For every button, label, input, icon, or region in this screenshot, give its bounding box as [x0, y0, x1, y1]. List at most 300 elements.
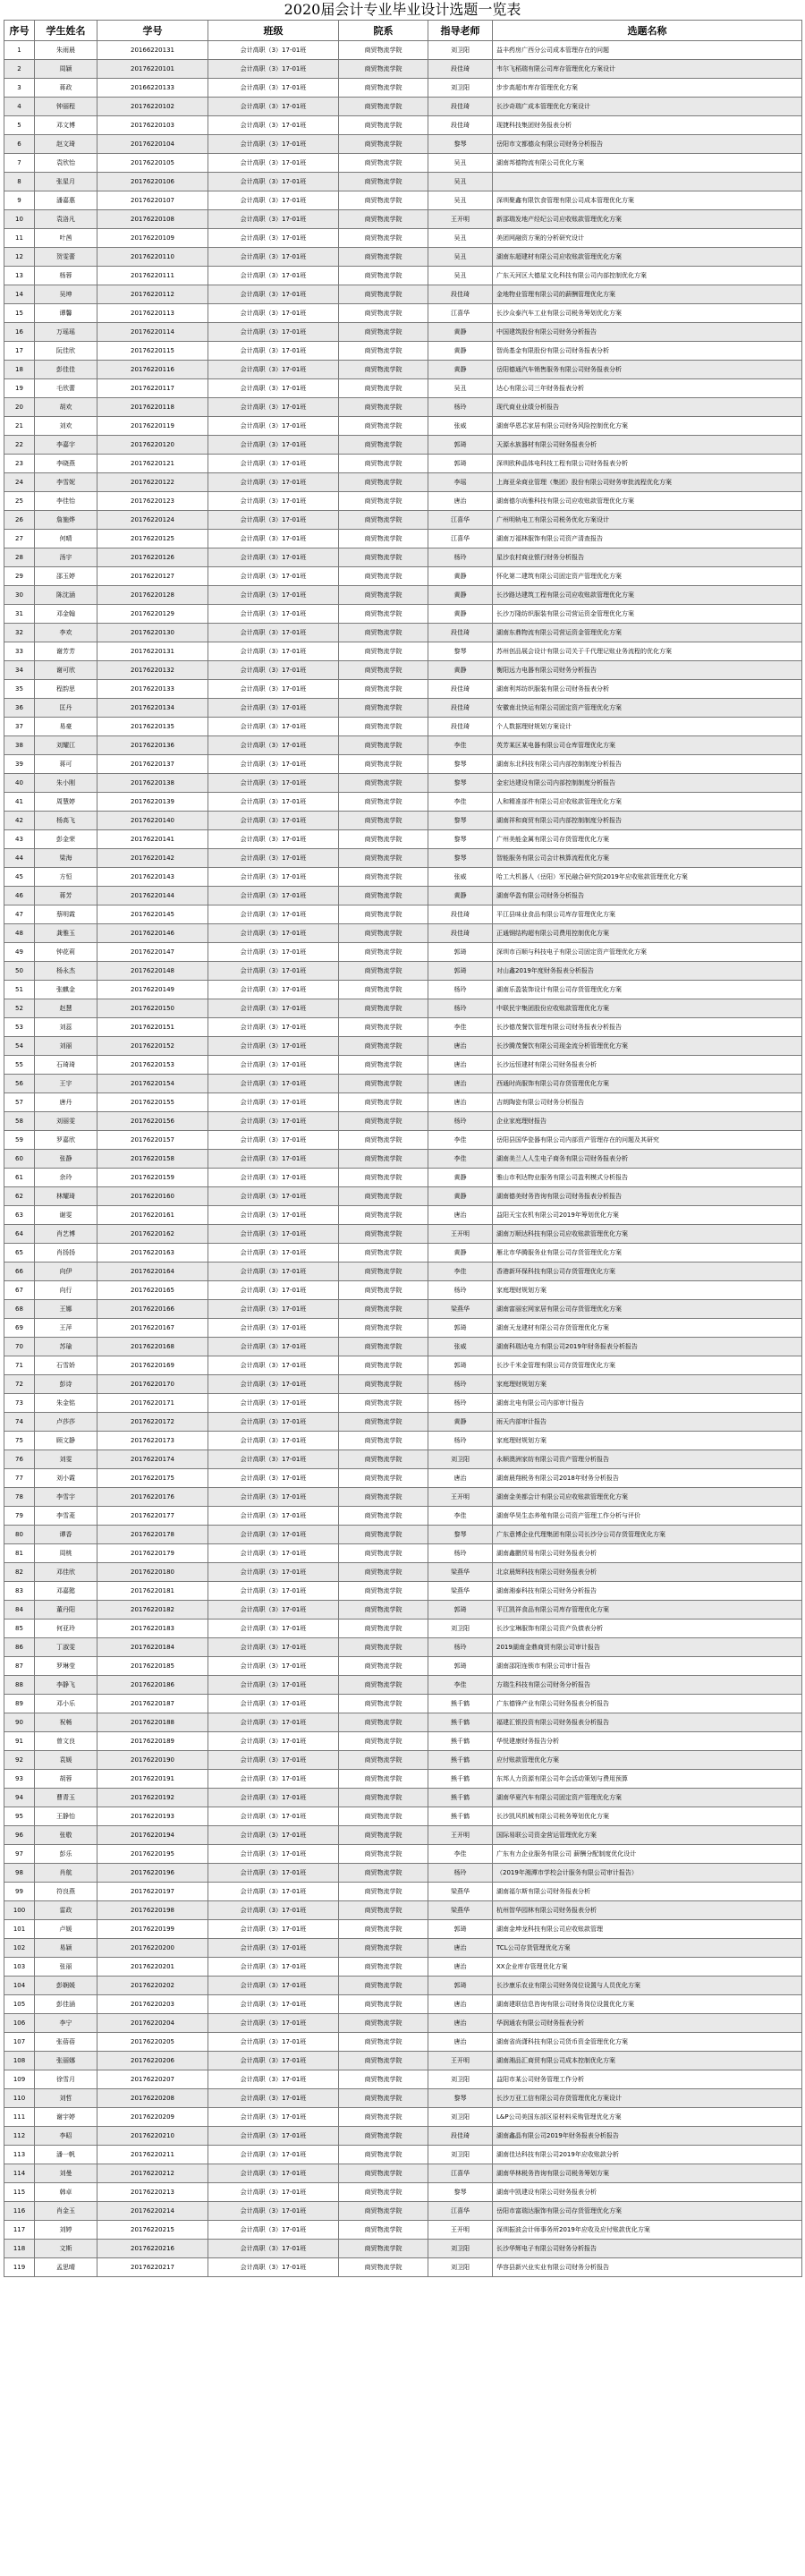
cell-index: 23	[4, 455, 35, 473]
cell-department: 商贸物流学院	[339, 1995, 428, 2014]
cell-student-name: 李嘉宇	[35, 436, 97, 455]
cell-student-id: 20166220131	[97, 41, 208, 60]
cell-student-id: 20176220187	[97, 1695, 208, 1713]
cell-department: 商贸物流学院	[339, 1244, 428, 1262]
cell-index: 6	[4, 135, 35, 154]
cell-topic: 韦尔飞稻瑞有限公司库存管理优化方案设计	[493, 60, 802, 79]
cell-topic: 湖南湘品汇商贸有限公司成本控制优化方案	[493, 2052, 802, 2070]
cell-advisor: 黄静	[428, 1187, 493, 1206]
table-row	[4, 1883, 802, 1901]
cell-student-id: 20176220157	[97, 1131, 208, 1150]
cell-department: 商贸物流学院	[339, 1751, 428, 1770]
cell-student-name: 董丹阳	[35, 1601, 97, 1620]
cell-student-name: 张丽娜	[35, 2052, 97, 2070]
table-row	[4, 79, 802, 98]
cell-class: 会计高职（3）17-01班	[208, 1262, 339, 1281]
cell-student-name: 彭乐	[35, 1845, 97, 1864]
cell-topic: 长沙宝琳服饰有限公司资产负债表分析	[493, 1620, 802, 1638]
cell-topic: 湖南美兰人人生电子商务有限公司财务报表分析	[493, 1150, 802, 1169]
cell-student-name: 丁淑雯	[35, 1638, 97, 1657]
cell-advisor: 段佳琦	[428, 624, 493, 642]
cell-class: 会计高职（3）17-01班	[208, 1338, 339, 1356]
cell-department: 商贸物流学院	[339, 887, 428, 905]
cell-student-name: 苏瑜	[35, 1338, 97, 1356]
cell-student-id: 20176220213	[97, 2183, 208, 2202]
cell-class: 会计高职（3）17-01班	[208, 436, 339, 455]
cell-class: 会计高职（3）17-01班	[208, 1432, 339, 1450]
cell-department: 商贸物流学院	[339, 1713, 428, 1732]
cell-topic: 苏州创品展会设计有限公司关于千代理记账业务流程的优化方案	[493, 642, 802, 661]
cell-advisor: 段佳琦	[428, 98, 493, 116]
cell-student-name: 汤宇	[35, 548, 97, 567]
cell-advisor: 郭琦	[428, 1601, 493, 1620]
cell-advisor: 王开明	[428, 2221, 493, 2240]
cell-index: 104	[4, 1977, 35, 1995]
cell-topic: 长沙众泰汽车工业有限公司税务筹划优化方案	[493, 304, 802, 323]
table-row	[4, 1394, 802, 1413]
cell-class: 会计高职（3）17-01班	[208, 1807, 339, 1826]
cell-student-name: 蒋可	[35, 755, 97, 774]
cell-student-id: 20176220129	[97, 605, 208, 624]
cell-student-name: 李雪菱	[35, 1507, 97, 1526]
cell-index: 108	[4, 2052, 35, 2070]
cell-index: 75	[4, 1432, 35, 1450]
cell-advisor: 杨玲	[428, 1544, 493, 1563]
cell-advisor: 熊千鹤	[428, 1695, 493, 1713]
cell-index: 32	[4, 624, 35, 642]
cell-student-id: 20176220104	[97, 135, 208, 154]
cell-index: 83	[4, 1582, 35, 1601]
cell-topic: 长沙华辉电子有限公司财务分析报告	[493, 2240, 802, 2258]
cell-topic: 永顺澳洲家纺有限公司资产管理分析报告	[493, 1450, 802, 1469]
cell-student-id: 20176220116	[97, 361, 208, 379]
cell-index: 18	[4, 361, 35, 379]
table-row	[4, 1187, 802, 1206]
cell-index: 52	[4, 999, 35, 1018]
header-advisor: 指导老师	[428, 21, 493, 41]
cell-department: 商贸物流学院	[339, 2146, 428, 2164]
cell-department: 商贸物流学院	[339, 1093, 428, 1112]
cell-student-name: 王宇	[35, 1075, 97, 1093]
cell-department: 商贸物流学院	[339, 774, 428, 793]
cell-department: 商贸物流学院	[339, 79, 428, 98]
cell-advisor: 段佳琦	[428, 680, 493, 699]
table-row	[4, 567, 802, 586]
cell-topic: 智尚基金有限股份有限公司财务报表分析	[493, 342, 802, 361]
table-row	[4, 530, 802, 548]
cell-class: 会计高职（3）17-01班	[208, 1319, 339, 1338]
cell-class: 会计高职（3）17-01班	[208, 2258, 339, 2277]
table-row	[4, 830, 802, 849]
cell-student-name: 刘丽雯	[35, 1112, 97, 1131]
cell-department: 商贸物流学院	[339, 680, 428, 699]
cell-advisor: 黄静	[428, 567, 493, 586]
cell-department: 商贸物流学院	[339, 962, 428, 981]
cell-student-id: 20176220145	[97, 905, 208, 924]
cell-student-id: 20176220148	[97, 962, 208, 981]
cell-topic: 衡阳远力电器有限公司财务分析报告	[493, 661, 802, 680]
cell-student-name: 余玲	[35, 1169, 97, 1187]
cell-topic: 深圳聚鑫有限饮食管理有限公司成本管理优化方案	[493, 191, 802, 210]
cell-topic: 中联民宇集团股份应收账款管理优化方案	[493, 999, 802, 1018]
cell-department: 商贸物流学院	[339, 1864, 428, 1883]
cell-student-id: 20176220189	[97, 1732, 208, 1751]
cell-advisor: 黄静	[428, 661, 493, 680]
cell-student-name: 钟丽程	[35, 98, 97, 116]
cell-advisor: 梁燕华	[428, 1883, 493, 1901]
cell-index: 25	[4, 492, 35, 511]
cell-topic: 广东天河区大德星文化科技有限公司内部控制优化方案	[493, 267, 802, 285]
cell-advisor: 黄静	[428, 586, 493, 605]
cell-class: 会计高职（3）17-01班	[208, 1526, 339, 1544]
cell-department: 商贸物流学院	[339, 2183, 428, 2202]
cell-class: 会计高职（3）17-01班	[208, 605, 339, 624]
cell-department: 商贸物流学院	[339, 1450, 428, 1469]
cell-class: 会计高职（3）17-01班	[208, 191, 339, 210]
cell-topic: 湖南东鼎物流有限公司营运资金管理优化方案	[493, 624, 802, 642]
cell-student-name: 程韵思	[35, 680, 97, 699]
cell-student-id: 20176220207	[97, 2070, 208, 2089]
cell-student-id: 20176220165	[97, 1281, 208, 1300]
cell-department: 商贸物流学院	[339, 2127, 428, 2146]
cell-advisor: 黄静	[428, 1169, 493, 1187]
cell-topic: 广东德锋产业有限公司财务报表分析报告	[493, 1695, 802, 1713]
cell-department: 商贸物流学院	[339, 1488, 428, 1507]
cell-advisor: 刘卫阳	[428, 41, 493, 60]
cell-topic: 北京晨辉科技有限公司财务报表分析	[493, 1563, 802, 1582]
cell-student-id: 20176220216	[97, 2240, 208, 2258]
cell-department: 商贸物流学院	[339, 736, 428, 755]
cell-student-name: 阮佳欣	[35, 342, 97, 361]
cell-department: 商贸物流学院	[339, 1807, 428, 1826]
cell-topic: 现捷科技集团财务报表分析	[493, 116, 802, 135]
cell-index: 107	[4, 2033, 35, 2052]
table-row	[4, 323, 802, 342]
cell-student-name: 李雪宇	[35, 1488, 97, 1507]
cell-student-id: 20176220106	[97, 173, 208, 191]
cell-topic: 雨天内部审计报告	[493, 1413, 802, 1432]
cell-student-name: 卢媛	[35, 1920, 97, 1939]
cell-student-id: 20176220193	[97, 1807, 208, 1826]
cell-student-name: 肖金玉	[35, 2202, 97, 2221]
cell-student-id: 20176220127	[97, 567, 208, 586]
table-row	[4, 229, 802, 248]
cell-student-name: 李静飞	[35, 1676, 97, 1695]
cell-student-id: 20176220102	[97, 98, 208, 116]
cell-topic: 湖南鑫晶有限公司2019年财务报表分析报告	[493, 2127, 802, 2146]
cell-department: 商贸物流学院	[339, 304, 428, 323]
cell-department: 商贸物流学院	[339, 849, 428, 868]
cell-index: 119	[4, 2258, 35, 2277]
cell-advisor: 王开明	[428, 2052, 493, 2070]
header-row	[4, 21, 802, 41]
cell-index: 20	[4, 398, 35, 417]
table-row	[4, 492, 802, 511]
cell-department: 商贸物流学院	[339, 755, 428, 774]
cell-class: 会计高职（3）17-01班	[208, 1751, 339, 1770]
cell-index: 48	[4, 924, 35, 943]
table-row	[4, 661, 802, 680]
table-row	[4, 455, 802, 473]
cell-student-id: 20176220181	[97, 1582, 208, 1601]
cell-topic: 对山鑫2019年度财务报表分析报告	[493, 962, 802, 981]
cell-advisor: 段佳琦	[428, 116, 493, 135]
table-row	[4, 267, 802, 285]
cell-index: 16	[4, 323, 35, 342]
cell-topic: 岳阳市富瑞达服饰有限公司存货管理优化方案	[493, 2202, 802, 2221]
cell-advisor: 梁燕华	[428, 1901, 493, 1920]
cell-student-id: 20176220144	[97, 887, 208, 905]
cell-class: 会计高职（3）17-01班	[208, 1563, 339, 1582]
cell-topic: 现代商业业绩分析报告	[493, 398, 802, 417]
cell-department: 商贸物流学院	[339, 530, 428, 548]
cell-student-id: 20176220215	[97, 2221, 208, 2240]
cell-advisor: 杨玲	[428, 1638, 493, 1657]
cell-topic: 湖南邦德物流有限公司优化方案	[493, 154, 802, 173]
cell-topic: 智能服务有限公司会计核算流程优化方案	[493, 849, 802, 868]
cell-topic: 企业家庭理财报告	[493, 1112, 802, 1131]
cell-department: 商贸物流学院	[339, 1901, 428, 1920]
table-row	[4, 718, 802, 736]
cell-topic: 长沙凯风机械有限公司税务筹划优化方案	[493, 1807, 802, 1826]
cell-class: 会计高职（3）17-01班	[208, 361, 339, 379]
cell-index: 97	[4, 1845, 35, 1864]
cell-student-name: 李佳怡	[35, 492, 97, 511]
cell-topic: 湖南天龙建材有限公司存货管理优化方案	[493, 1319, 802, 1338]
cell-student-name: 刘丽	[35, 1037, 97, 1056]
cell-class: 会计高职（3）17-01班	[208, 1958, 339, 1977]
cell-class: 会计高职（3）17-01班	[208, 1995, 339, 2014]
cell-student-id: 20176220204	[97, 2014, 208, 2033]
cell-student-id: 20176220164	[97, 1262, 208, 1281]
cell-topic	[493, 173, 802, 191]
cell-student-name: 李雪妮	[35, 473, 97, 492]
table-row	[4, 436, 802, 455]
cell-advisor: 刘卫阳	[428, 2240, 493, 2258]
cell-department: 商贸物流学院	[339, 98, 428, 116]
cell-student-name: 刘小霞	[35, 1469, 97, 1488]
cell-student-name: 朱小刚	[35, 774, 97, 793]
cell-student-id: 20176220175	[97, 1469, 208, 1488]
cell-class: 会计高职（3）17-01班	[208, 455, 339, 473]
cell-student-name: 詹施烨	[35, 511, 97, 530]
table-row	[4, 41, 802, 60]
cell-advisor: 唐治	[428, 1075, 493, 1093]
cell-topic: 长沙万隆纺织服装有限公司营运资金管理优化方案	[493, 605, 802, 624]
cell-topic: 杭州智华园林有限公司财务报表分析	[493, 1901, 802, 1920]
cell-class: 会计高职（3）17-01班	[208, 1450, 339, 1469]
cell-topic: 湖南福尔斯有限公司财务报表分析	[493, 1883, 802, 1901]
cell-student-id: 20176220208	[97, 2089, 208, 2108]
cell-topic: 湖南晨翔税务有限公司2018年财务分析报告	[493, 1469, 802, 1488]
cell-class: 会计高职（3）17-01班	[208, 642, 339, 661]
cell-advisor: 段佳琦	[428, 924, 493, 943]
cell-student-id: 20176220135	[97, 718, 208, 736]
cell-department: 商贸物流学院	[339, 1056, 428, 1075]
cell-department: 商贸物流学院	[339, 1394, 428, 1413]
cell-topic: 美团网融资方案的分析研究设计	[493, 229, 802, 248]
cell-department: 商贸物流学院	[339, 624, 428, 642]
cell-department: 商贸物流学院	[339, 793, 428, 812]
cell-department: 商贸物流学院	[339, 173, 428, 191]
cell-student-name: 韩卓	[35, 2183, 97, 2202]
cell-index: 74	[4, 1413, 35, 1432]
cell-student-id: 20176220194	[97, 1826, 208, 1845]
cell-index: 37	[4, 718, 35, 736]
cell-student-id: 20176220115	[97, 342, 208, 361]
cell-class: 会计高职（3）17-01班	[208, 1901, 339, 1920]
cell-department: 商贸物流学院	[339, 379, 428, 398]
table-row	[4, 605, 802, 624]
cell-topic: 广州美能金属有限公司存货管理优化方案	[493, 830, 802, 849]
cell-topic: 福建汇银投资有限公司财务报表分析报告	[493, 1713, 802, 1732]
cell-class: 会计高职（3）17-01班	[208, 173, 339, 191]
cell-department: 商贸物流学院	[339, 2108, 428, 2127]
table-row	[4, 1150, 802, 1169]
cell-student-name: 肖扬扬	[35, 1244, 97, 1262]
cell-student-name: 符良燕	[35, 1883, 97, 1901]
cell-advisor: 梁燕华	[428, 1300, 493, 1319]
cell-student-id: 20176220174	[97, 1450, 208, 1469]
cell-class: 会计高职（3）17-01班	[208, 1187, 339, 1206]
cell-topic: 平江县味业食品有限公司库存管理优化方案	[493, 905, 802, 924]
cell-index: 113	[4, 2146, 35, 2164]
cell-student-id: 20176220190	[97, 1751, 208, 1770]
cell-department: 商贸物流学院	[339, 1187, 428, 1206]
cell-index: 81	[4, 1544, 35, 1563]
cell-student-id: 20176220124	[97, 511, 208, 530]
cell-student-name: 易豪	[35, 718, 97, 736]
cell-student-id: 20176220206	[97, 2052, 208, 2070]
cell-index: 59	[4, 1131, 35, 1150]
cell-index: 67	[4, 1281, 35, 1300]
cell-advisor: 熊千鹤	[428, 1807, 493, 1826]
cell-student-id: 20176220170	[97, 1375, 208, 1394]
cell-index: 5	[4, 116, 35, 135]
cell-department: 商贸物流学院	[339, 492, 428, 511]
table-row	[4, 905, 802, 924]
cell-student-name: 张静	[35, 1150, 97, 1169]
cell-topic: 英芳某区某电器有限公司仓库管理优化方案	[493, 736, 802, 755]
cell-advisor: 黎琴	[428, 2183, 493, 2202]
cell-student-name: 刘耀江	[35, 736, 97, 755]
cell-index: 58	[4, 1112, 35, 1131]
cell-class: 会计高职（3）17-01班	[208, 1620, 339, 1638]
cell-student-id: 20176220195	[97, 1845, 208, 1864]
cell-department: 商贸物流学院	[339, 1657, 428, 1676]
cell-student-id: 20176220184	[97, 1638, 208, 1657]
cell-class: 会计高职（3）17-01班	[208, 492, 339, 511]
table-row	[4, 1488, 802, 1507]
cell-index: 105	[4, 1995, 35, 2014]
table-row	[4, 511, 802, 530]
cell-topic: 金地物业管理有限公司的薪酬管理优化方案	[493, 285, 802, 304]
cell-topic: 湖南万福林服饰有限公司资产清查报告	[493, 530, 802, 548]
cell-class: 会计高职（3）17-01班	[208, 1056, 339, 1075]
cell-department: 商贸物流学院	[339, 135, 428, 154]
table-body	[4, 41, 802, 2277]
cell-advisor: 杨玲	[428, 1864, 493, 1883]
cell-class: 会计高职（3）17-01班	[208, 1657, 339, 1676]
cell-advisor: 王开明	[428, 1225, 493, 1244]
cell-class: 会计高职（3）17-01班	[208, 699, 339, 718]
cell-student-id: 20176220141	[97, 830, 208, 849]
cell-student-id: 20176220122	[97, 473, 208, 492]
header-department: 院系	[339, 21, 428, 41]
table-row	[4, 1450, 802, 1469]
cell-department: 商贸物流学院	[339, 943, 428, 962]
cell-class: 会计高职（3）17-01班	[208, 379, 339, 398]
cell-class: 会计高职（3）17-01班	[208, 2089, 339, 2108]
cell-topic: （2019年湘潭市学校会计服务有限公司审计报告）	[493, 1864, 802, 1883]
cell-class: 会计高职（3）17-01班	[208, 905, 339, 924]
table-row	[4, 793, 802, 812]
cell-student-name: 蒋政	[35, 79, 97, 98]
cell-student-id: 20176220130	[97, 624, 208, 642]
cell-advisor: 黄静	[428, 605, 493, 624]
cell-department: 商贸物流学院	[339, 1356, 428, 1375]
cell-index: 106	[4, 2014, 35, 2033]
cell-student-name: 徐雪月	[35, 2070, 97, 2089]
cell-department: 商贸物流学院	[339, 2052, 428, 2070]
table-row	[4, 1620, 802, 1638]
cell-advisor: 段佳琦	[428, 285, 493, 304]
cell-student-name: 赵慧	[35, 999, 97, 1018]
cell-class: 会计高职（3）17-01班	[208, 1883, 339, 1901]
cell-advisor: 李佳	[428, 1262, 493, 1281]
cell-topic: 湖南利邦纺织服装有限公司财务报表分析	[493, 680, 802, 699]
cell-index: 61	[4, 1169, 35, 1187]
cell-class: 会计高职（3）17-01班	[208, 79, 339, 98]
cell-topic: TCL公司存货管理优化方案	[493, 1939, 802, 1958]
cell-department: 商贸物流学院	[339, 1582, 428, 1601]
cell-index: 33	[4, 642, 35, 661]
cell-student-name: 万瑶瑶	[35, 323, 97, 342]
table-header	[4, 21, 802, 41]
cell-index: 41	[4, 793, 35, 812]
cell-advisor: 黄静	[428, 361, 493, 379]
cell-index: 68	[4, 1300, 35, 1319]
cell-topic: 益阳市某公司财务管理工作分析	[493, 2070, 802, 2089]
cell-index: 92	[4, 1751, 35, 1770]
cell-advisor: 唐治	[428, 1469, 493, 1488]
table-row	[4, 1131, 802, 1150]
cell-department: 商贸物流学院	[339, 1958, 428, 1977]
table-row	[4, 248, 802, 267]
cell-department: 商贸物流学院	[339, 436, 428, 455]
cell-class: 会计高职（3）17-01班	[208, 248, 339, 267]
cell-student-id: 20176220185	[97, 1657, 208, 1676]
table-row	[4, 812, 802, 830]
cell-index: 93	[4, 1770, 35, 1789]
cell-department: 商贸物流学院	[339, 924, 428, 943]
cell-class: 会计高职（3）17-01班	[208, 586, 339, 605]
cell-advisor: 郭琦	[428, 962, 493, 981]
cell-student-name: 祝畅	[35, 1713, 97, 1732]
cell-index: 82	[4, 1563, 35, 1582]
cell-topic: 湖南东北科技有限公司内部控制制度分析报告	[493, 755, 802, 774]
cell-department: 商贸物流学院	[339, 2240, 428, 2258]
cell-advisor: 杨玲	[428, 1281, 493, 1300]
cell-topic: 长沙千米金管理有限公司存货管理优化方案	[493, 1356, 802, 1375]
header-index: 序号	[4, 21, 35, 41]
cell-index: 2	[4, 60, 35, 79]
cell-student-name: 肖航	[35, 1864, 97, 1883]
cell-index: 111	[4, 2108, 35, 2127]
cell-student-name: 贺雯蕾	[35, 248, 97, 267]
cell-topic: 方瑞生科技有限公司财务分析报告	[493, 1676, 802, 1695]
cell-department: 商贸物流学院	[339, 1432, 428, 1450]
